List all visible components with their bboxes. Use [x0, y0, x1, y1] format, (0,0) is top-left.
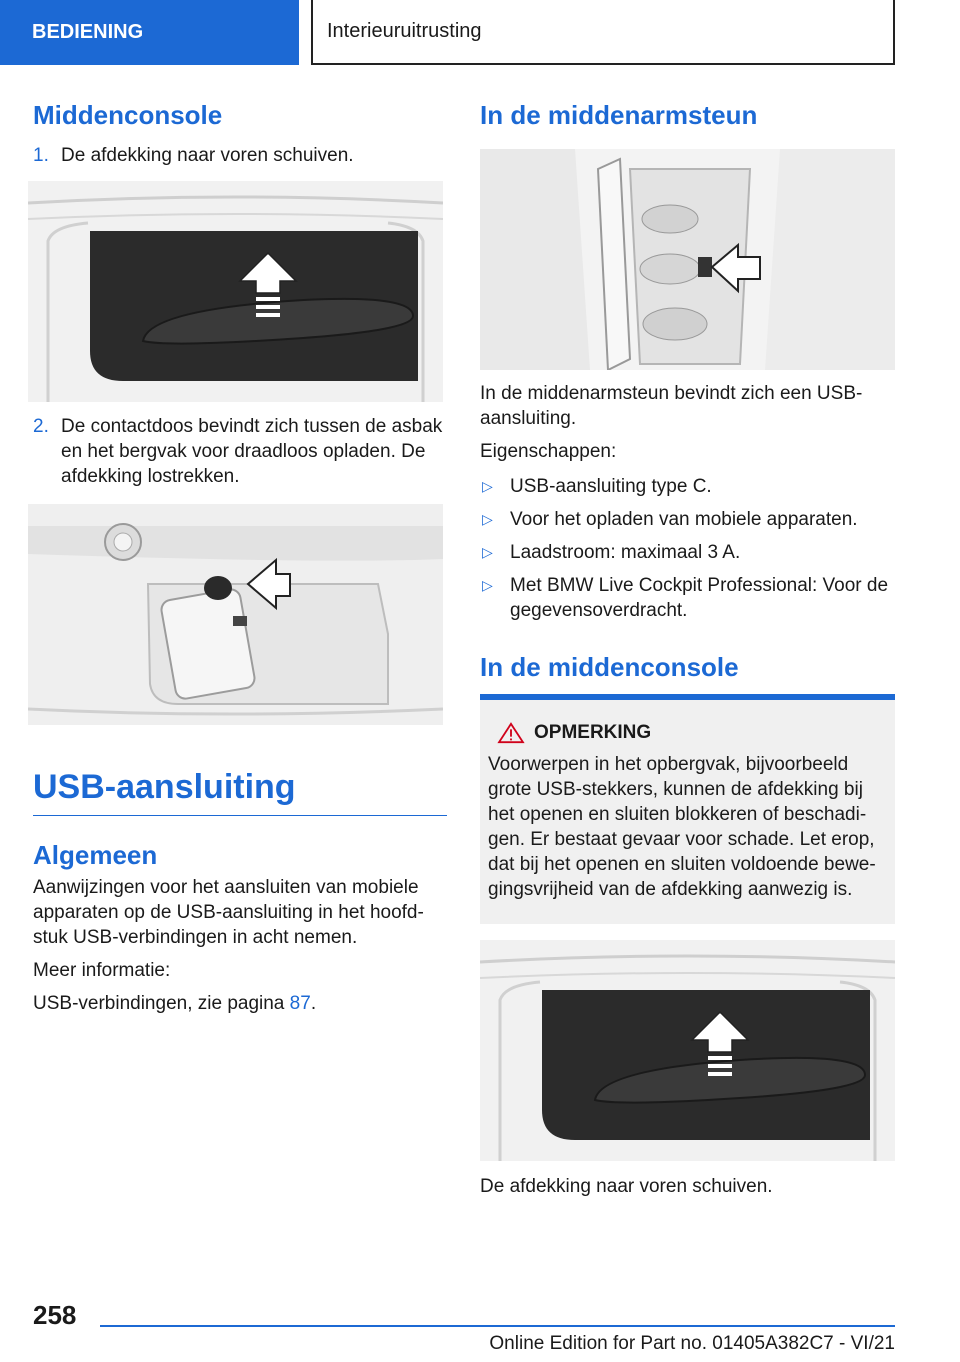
photo-socket-cover: [28, 504, 443, 725]
usb-section: [33, 768, 447, 1016]
left-column: [33, 100, 447, 168]
property-item: [480, 507, 895, 532]
photo-cover-slide-2: [480, 940, 895, 1161]
middenconsole-heading: Middenconsole: [33, 100, 223, 130]
property-item: [480, 540, 895, 565]
property-text: Voor het opladen van mobiele apparaten.: [510, 509, 858, 530]
photo-armrest: [480, 149, 895, 370]
caption-block: [480, 1174, 895, 1199]
chapter-tab: BEDIENING: [0, 0, 299, 65]
property-text: Laadstroom: maximaal 3 A.: [510, 542, 741, 563]
edition-text: Online Edition for Part no. 01405A382C7 - VI/21: [489, 1333, 895, 1354]
step-2: [33, 414, 447, 489]
step-2-block: [33, 414, 447, 489]
right-column: [480, 100, 895, 131]
step-number: 1.: [33, 145, 49, 166]
warning-icon: [496, 722, 526, 744]
bullet-triangle-icon: ▷: [482, 577, 493, 593]
note-text: Voorwerpen in het opbergvak, bijvoorbeeld grote USB-stekkers, kunnen de afdekking bij het openen en sluiten blokkeren of beschadi-gen. Er bestaat gevaar voor schade. Let erop, dat bij het openen en sluiten voldoende bewe-gingsvrijheid van de afdekking aanwezig is.: [488, 754, 876, 900]
property-item: [480, 573, 895, 623]
bullet-triangle-icon: ▷: [482, 544, 493, 560]
reference-text: USB-verbindingen, zie pagina: [33, 993, 290, 1014]
property-item: [480, 474, 895, 499]
bullet-triangle-icon: ▷: [482, 511, 493, 527]
page-link[interactable]: 87: [289, 993, 311, 1014]
properties-label: Eigenschappen:: [480, 441, 617, 462]
armrest-heading: In de middenarmsteun: [480, 100, 758, 130]
page-reference: [33, 991, 447, 1016]
step-number: 2.: [33, 416, 49, 437]
page-number: 258: [33, 1300, 77, 1330]
more-info-label: Meer informatie:: [33, 960, 171, 981]
usb-heading: USB-aansluiting: [33, 768, 447, 816]
step-1: [33, 143, 447, 168]
section-header: [311, 0, 895, 65]
note-box: [480, 694, 895, 924]
photo-cover-slide: [28, 181, 443, 402]
section-title: Interieuruitrusting: [327, 20, 482, 42]
armrest-text-block: [480, 381, 895, 631]
console-heading: In de middenconsole: [480, 652, 739, 682]
image-caption: De afdekking naar voren schuiven.: [480, 1176, 773, 1197]
note-header: [488, 722, 887, 744]
step-text: De contactdoos bevindt zich tussen de asbak en het bergvak voor draadloos opladen. De afdekking lostrekken.: [61, 416, 443, 487]
note-label: OPMERKING: [534, 722, 652, 743]
reference-end: .: [310, 993, 317, 1014]
property-text: Met BMW Live Cockpit Professional: Voor de gegevensoverdracht.: [510, 575, 889, 621]
armrest-text: In de middenarmsteun bevindt zich een USB-aansluiting.: [480, 383, 863, 429]
general-text: Aanwijzingen voor het aansluiten van mobiele apparaten op de USB-aansluiting in het hoofd-stuk USB-verbindingen in acht nemen.: [33, 877, 424, 948]
footer-edition: [100, 1325, 895, 1355]
property-text: USB-aansluiting type C.: [510, 476, 712, 497]
algemeen-heading: Algemeen: [33, 840, 158, 870]
bullet-triangle-icon: ▷: [482, 478, 493, 494]
step-text: De afdekking naar voren schuiven.: [61, 145, 354, 166]
console-heading-block: [480, 652, 895, 683]
